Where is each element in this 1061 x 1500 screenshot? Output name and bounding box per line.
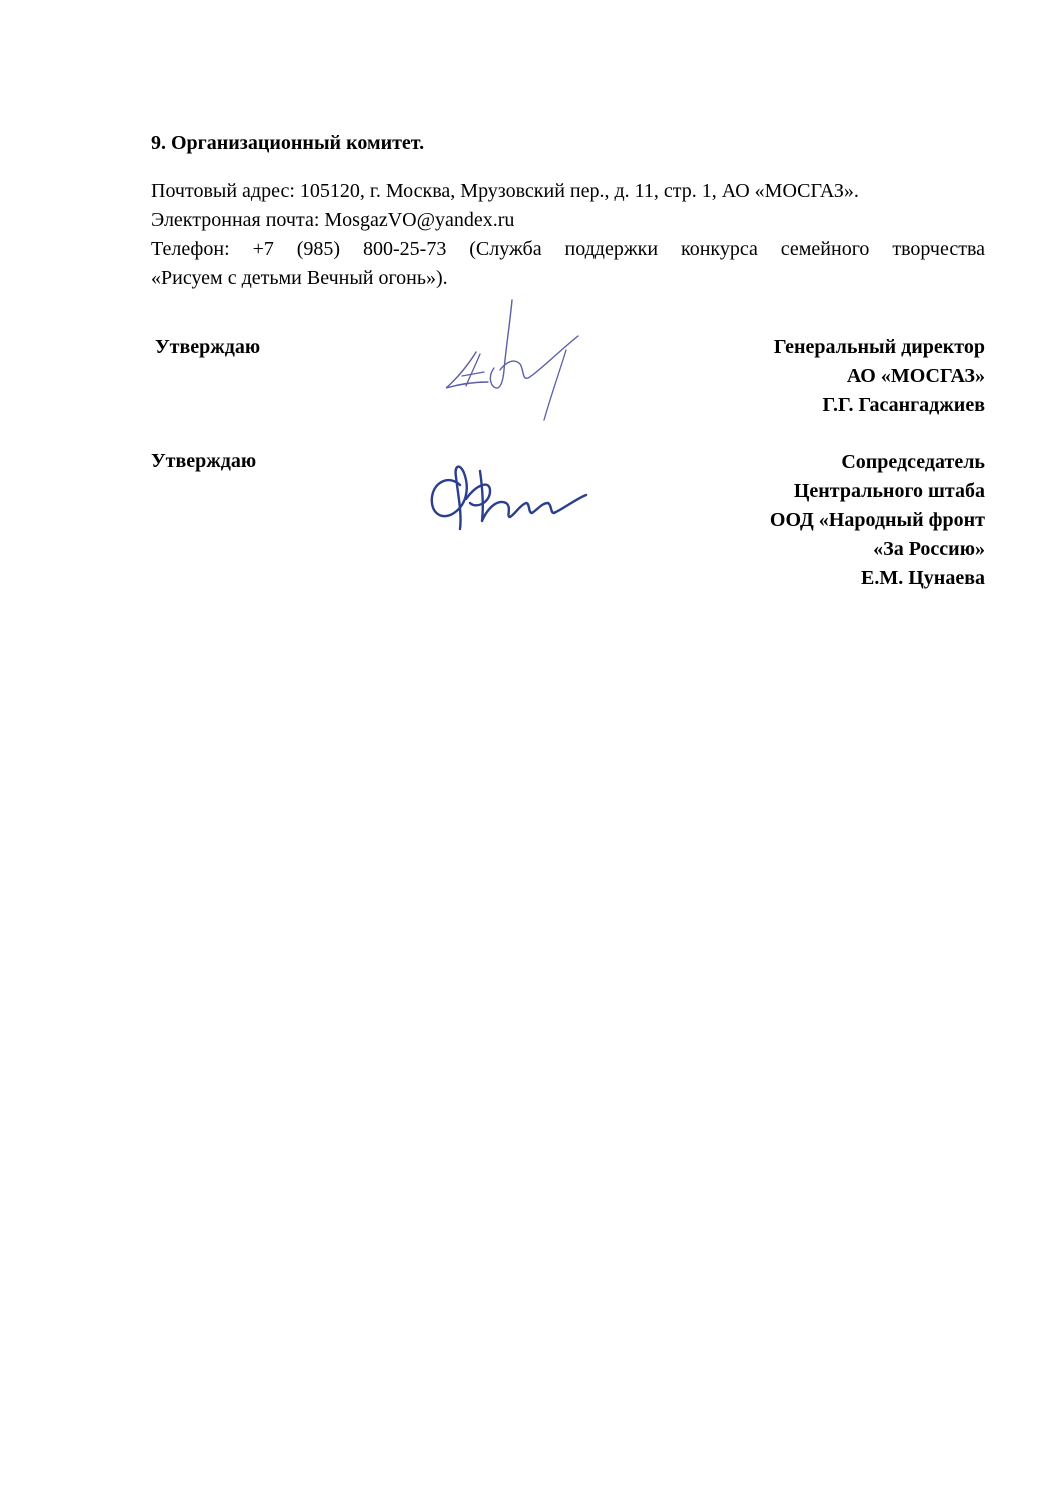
- signatory-director: [774, 333, 985, 420]
- email-address: Электронная почта: MosgazVO@yandex.ru: [151, 209, 515, 231]
- signature-director: [440, 292, 590, 427]
- signatory-department: Центрального штаба: [793, 480, 985, 502]
- signatory-organization: ООД «Народный фронт: [769, 509, 985, 531]
- signatory-title: Генеральный директор: [773, 336, 985, 358]
- signatory-organization-cont: «За Россию»: [873, 538, 985, 560]
- contact-block: [151, 177, 985, 293]
- approve-label-2: Утверждаю: [151, 450, 257, 472]
- signature-cochair: [420, 455, 590, 555]
- postal-address: Почтовый адрес: 105120, г. Москва, Мрузовский пер., д. 11, стр. 1, АО «МОСГАЗ».: [151, 180, 859, 202]
- section-heading: 9. Организационный комитет.: [151, 132, 425, 154]
- signatory-organization: АО «МОСГАЗ»: [846, 365, 985, 387]
- phone-line-continuation: «Рисуем с детьми Вечный огонь»).: [151, 267, 448, 289]
- signatory-title: Сопредседатель: [841, 451, 985, 473]
- approve-label-1: Утверждаю: [155, 336, 261, 358]
- signatory-name: Е.М. Цунаева: [861, 567, 985, 589]
- signatory-name: Г.Г. Гасангаджиев: [822, 394, 985, 416]
- signatory-cochair: [770, 448, 985, 593]
- phone-line: Телефон: +7 (985) 800-25-73 (Служба поддержки конкурса семейного творчества: [151, 238, 985, 260]
